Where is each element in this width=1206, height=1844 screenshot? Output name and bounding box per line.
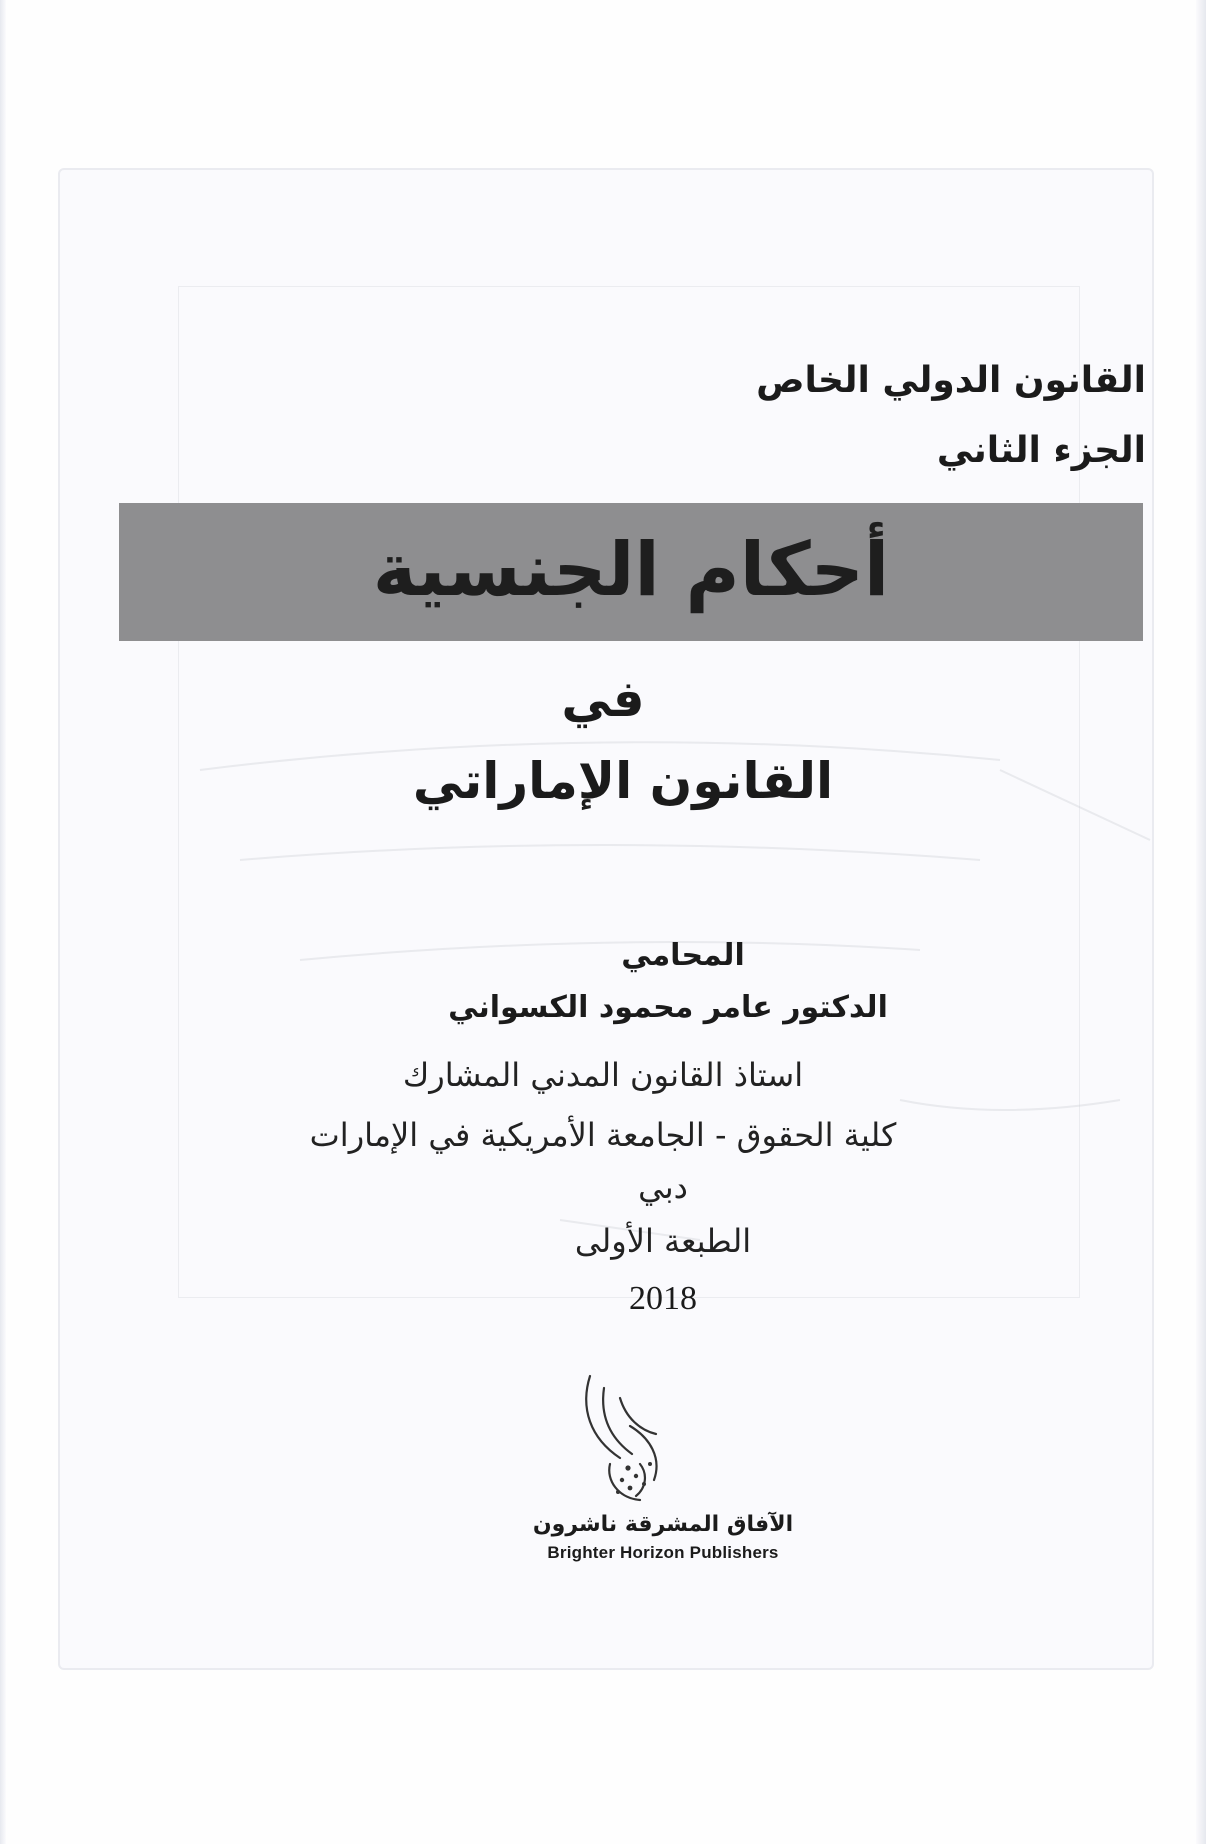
part-label: الجزء الثاني xyxy=(936,430,1146,471)
title-preposition: في xyxy=(561,670,645,728)
title-band xyxy=(119,503,1143,641)
publisher-logo-icon xyxy=(570,1368,680,1518)
publication-city: دبي xyxy=(638,1168,688,1206)
book-subtitle: القانون الإماراتي xyxy=(412,752,834,810)
author-role: المحامي xyxy=(621,938,745,973)
author-faculty: كلية الحقوق - الجامعة الأمريكية في الإمارات xyxy=(309,1116,897,1154)
edition-label: الطبعة الأولى xyxy=(574,1222,752,1260)
author-name: الدكتور عامر محمود الكسواني xyxy=(448,990,888,1025)
author-position: استاذ القانون المدني المشارك xyxy=(402,1056,804,1094)
publisher-name-english: Brighter Horizon Publishers xyxy=(547,1543,779,1562)
series-title: القانون الدولي الخاص xyxy=(756,360,1146,401)
book-title: أحكام الجنسية xyxy=(372,527,890,613)
publication-year: 2018 xyxy=(629,1280,697,1317)
publisher-name-arabic: الآفاق المشرقة ناشرون xyxy=(532,1512,794,1537)
